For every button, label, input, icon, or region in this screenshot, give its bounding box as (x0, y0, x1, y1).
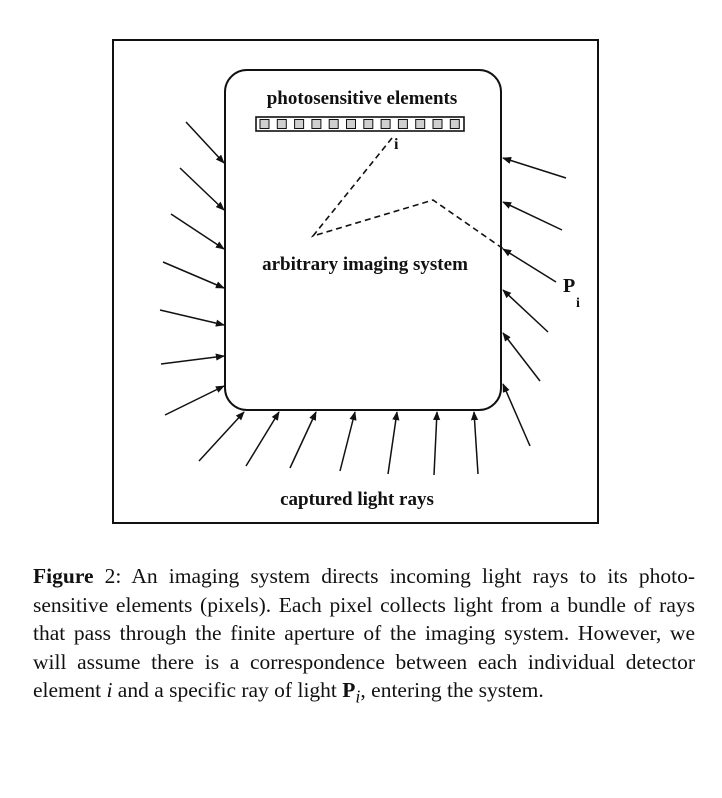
ray-arrow (503, 384, 530, 446)
caption-ray-subscript: i (355, 686, 361, 707)
ray-arrow (180, 168, 224, 210)
caption-text-3: , entering the system. (360, 678, 544, 702)
sensor-pixel (347, 120, 356, 129)
sensor-pixel (329, 120, 338, 129)
ray-arrow (290, 412, 316, 468)
sensor-pixel (364, 120, 373, 129)
ray-arrow (340, 412, 355, 471)
figure-frame (113, 40, 598, 523)
ray-arrow (503, 158, 566, 178)
ray-arrow (161, 356, 224, 364)
sensor-pixel (398, 120, 407, 129)
label-arbitrary-imaging-system: arbitrary imaging system (262, 254, 468, 275)
caption-figure-number: 2 (104, 564, 116, 588)
caption-figure-label: Figure (33, 564, 94, 588)
internal-ray-path (313, 138, 505, 250)
ray-arrow (503, 290, 548, 332)
sensor-pixel (312, 120, 321, 129)
ray-arrow (171, 214, 224, 249)
label-pixel-index: i (394, 136, 399, 153)
label-captured-light-rays: captured light rays (280, 489, 434, 510)
caption-text-1: : An imaging system directs incoming light rays to its photo-sensitive elements (pixels). Each pixel collects light from a bundle of rays that pass through the finite aperture of the imaging system. However, we will assume there is a correspondence between each individual detector element (33, 564, 695, 702)
sensor-strip (256, 117, 464, 131)
ray-arrow (503, 249, 556, 282)
sensor-pixel (433, 120, 442, 129)
sensor-pixel (416, 120, 425, 129)
ray-arrow (186, 122, 224, 163)
ray-arrow (474, 412, 478, 474)
ray-arrow (503, 333, 540, 381)
caption-text-2: and a specific ray of light (112, 678, 343, 702)
sensor-pixel (260, 120, 269, 129)
label-ray-subscript: i (576, 296, 580, 311)
caption-index-symbol: i (106, 678, 113, 702)
ray-arrow (503, 202, 562, 230)
figure-caption (33, 562, 695, 711)
ray-arrow (246, 412, 279, 466)
sensor-pixel (295, 120, 304, 129)
ray-arrow (163, 262, 224, 288)
sensor-pixel (277, 120, 286, 129)
sensor-pixel (450, 120, 459, 129)
ray-arrow (165, 386, 224, 415)
ray-arrow (199, 412, 244, 461)
left-ray-arrows (160, 122, 224, 415)
caption-ray-symbol: P (342, 678, 356, 702)
right-ray-arrows (503, 158, 566, 446)
ray-arrow (388, 412, 397, 474)
bottom-ray-arrows (199, 412, 478, 475)
ray-arrow (434, 412, 437, 475)
sensor-pixel (381, 120, 390, 129)
ray-arrow (160, 310, 224, 325)
label-ray-p: P (563, 275, 576, 297)
label-photosensitive-elements: photosensitive elements (266, 88, 458, 109)
